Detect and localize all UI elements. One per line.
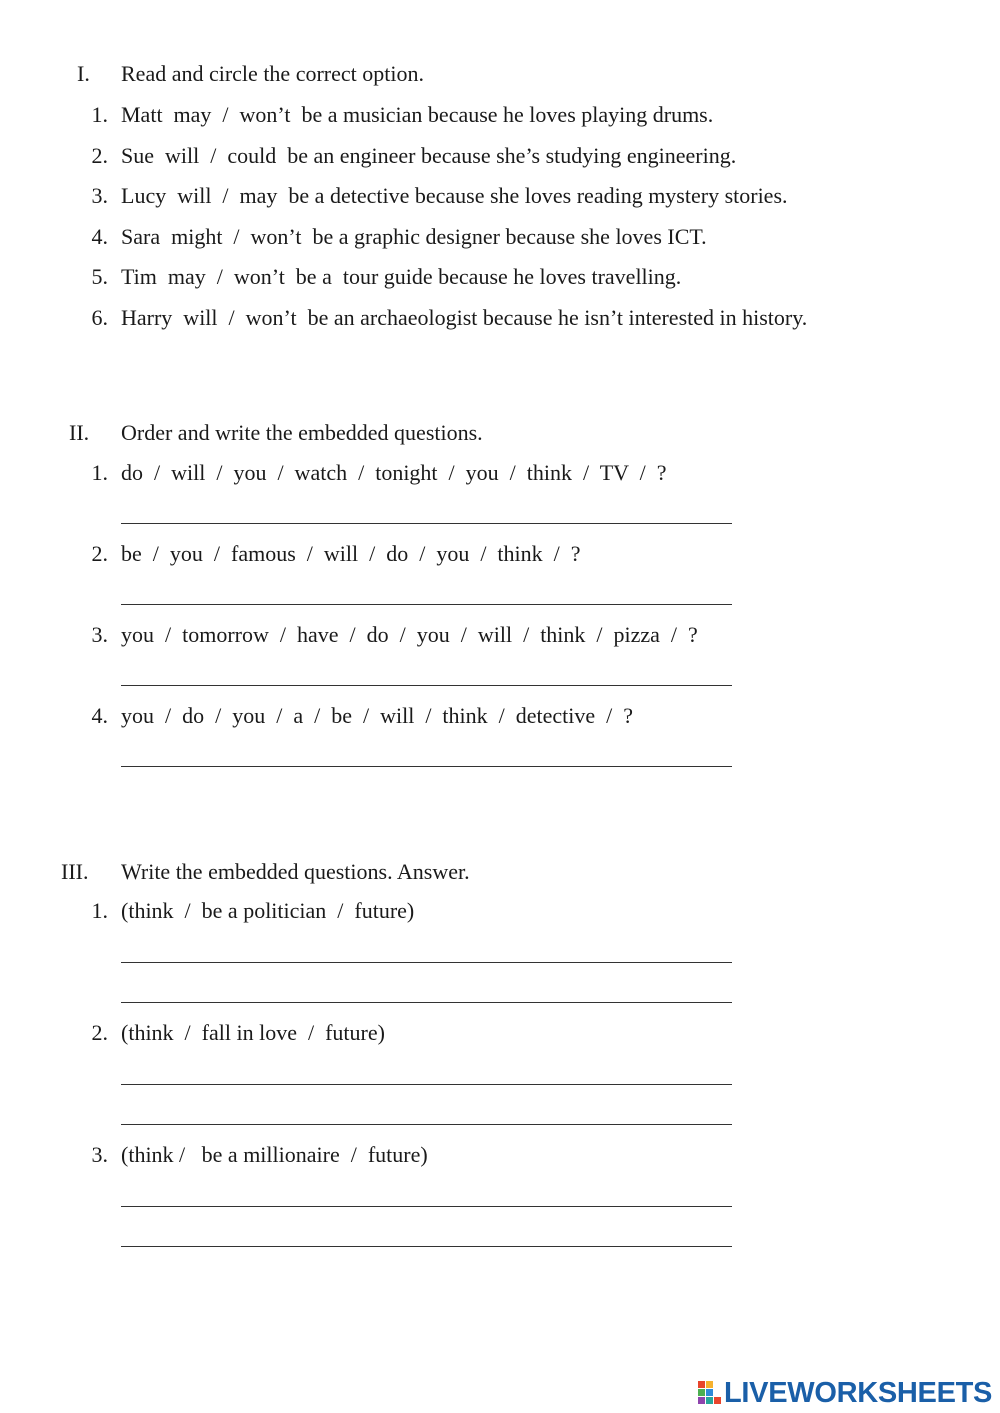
item-text[interactable]: Matt may / won’t be a musician because he loves playing drums. [121, 102, 714, 127]
item-number: 2. [91, 143, 108, 168]
section-3-title: Write the embedded questions. Answer. [121, 859, 470, 884]
answer-line[interactable] [121, 1002, 732, 1003]
item-text[interactable]: Sara might / won’t be a graphic designer because she loves ICT. [121, 224, 707, 249]
item-number: 3. [91, 622, 108, 647]
answer-line[interactable] [121, 604, 732, 605]
answer-line[interactable] [121, 962, 732, 963]
item-number: 2. [91, 541, 108, 566]
section-2-numeral: II. [69, 420, 90, 445]
answer-line[interactable] [121, 523, 732, 524]
logo-grid-icon [698, 1380, 722, 1406]
item-number: 5. [91, 264, 108, 289]
item-text: you / tomorrow / have / do / you / will / think / pizza / ? [121, 622, 698, 647]
section-1-numeral: I. [77, 61, 90, 86]
section-2-title: Order and write the embedded questions. [121, 420, 483, 445]
item-number: 3. [91, 1142, 108, 1167]
answer-line[interactable] [121, 766, 732, 767]
item-text[interactable]: Lucy will / may be a detective because she loves reading mystery stories. [121, 183, 788, 208]
answer-line[interactable] [121, 1084, 732, 1085]
item-number: 2. [91, 1020, 108, 1045]
section-3-numeral: III. [61, 859, 89, 884]
item-number: 3. [91, 183, 108, 208]
item-text: do / will / you / watch / tonight / you / think / TV / ? [121, 460, 667, 485]
item-text[interactable]: Harry will / won’t be an archaeologist because he isn’t interested in history. [121, 305, 808, 330]
answer-line[interactable] [121, 1246, 732, 1247]
logo-text: LIVEWORKSHEETS [724, 1376, 993, 1409]
item-number: 4. [91, 703, 108, 728]
item-text[interactable]: Sue will / could be an engineer because she’s studying engineering. [121, 143, 737, 168]
item-number: 4. [91, 224, 108, 249]
answer-line[interactable] [121, 685, 732, 686]
item-text: (think / be a millionaire / future) [121, 1142, 428, 1167]
item-number: 1. [91, 460, 108, 485]
answer-line[interactable] [121, 1206, 732, 1207]
item-number: 6. [91, 305, 108, 330]
section-1-title: Read and circle the correct option. [121, 61, 424, 86]
liveworksheets-logo [698, 1378, 992, 1408]
item-text: be / you / famous / will / do / you / think / ? [121, 541, 581, 566]
item-number: 1. [91, 102, 108, 127]
item-text: (think / fall in love / future) [121, 1020, 385, 1045]
item-number: 1. [91, 898, 108, 923]
item-text: (think / be a politician / future) [121, 898, 415, 923]
answer-line[interactable] [121, 1124, 732, 1125]
item-text: you / do / you / a / be / will / think / detective / ? [121, 703, 634, 728]
item-text[interactable]: Tim may / won’t be a tour guide because he loves travelling. [121, 264, 682, 289]
